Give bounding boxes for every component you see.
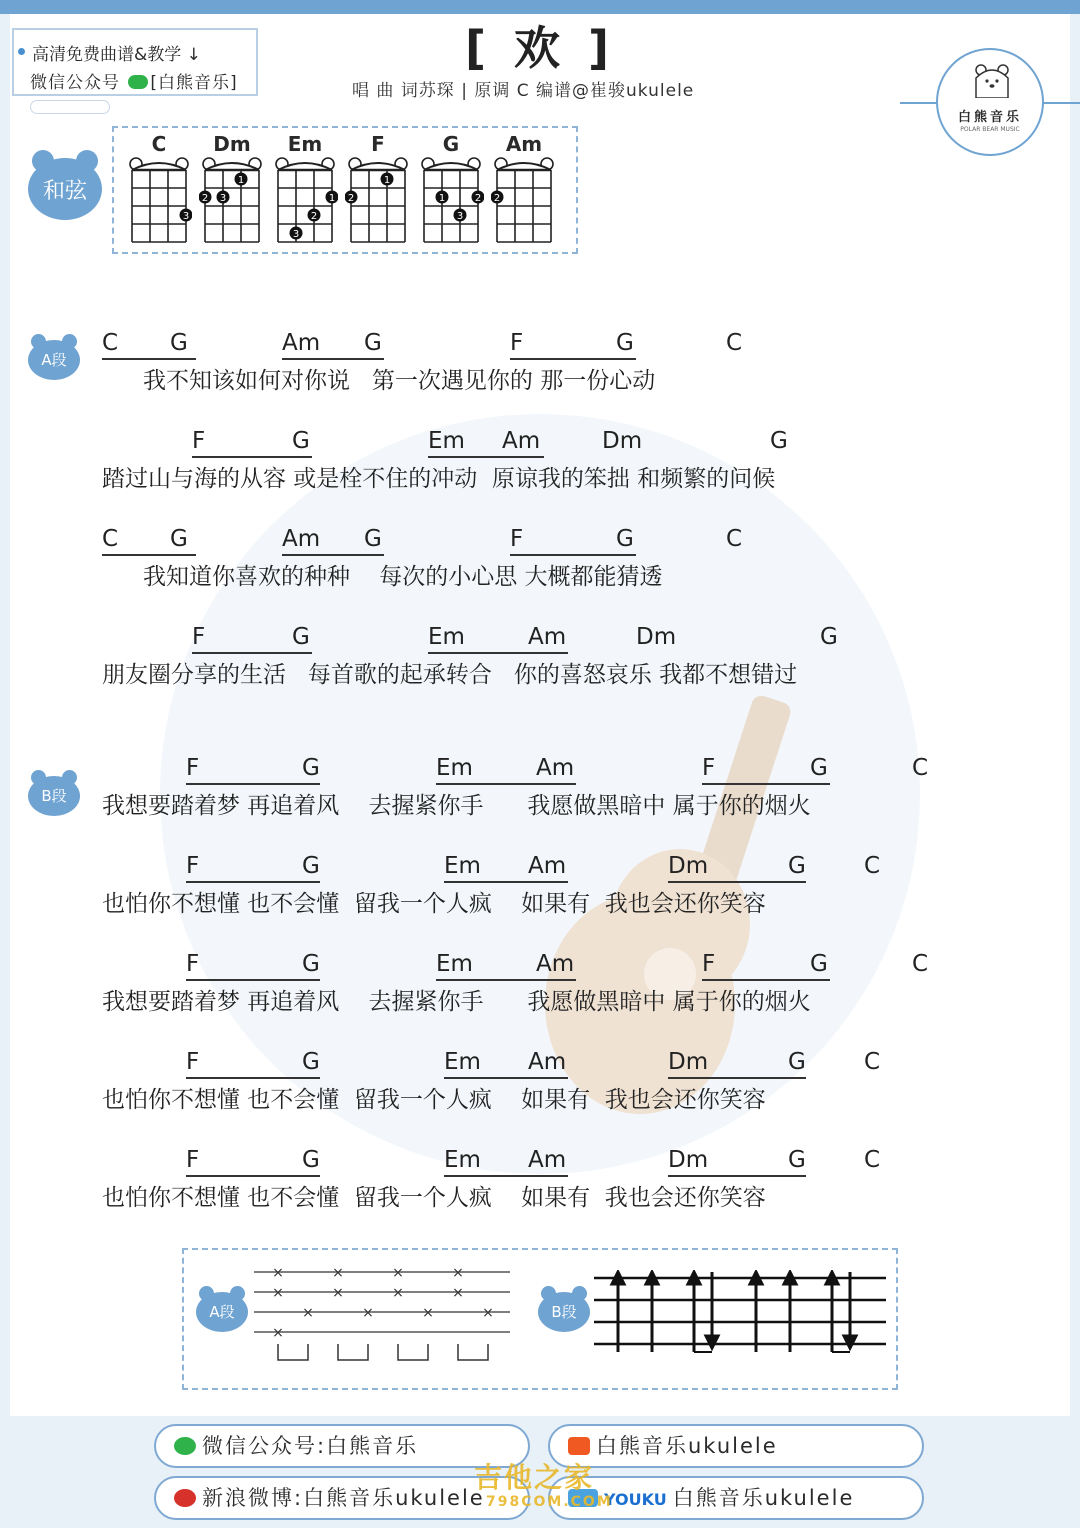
footer-wechat-text: 微信公众号:白熊音乐 [202,1434,419,1458]
chord-symbol: G [810,755,828,781]
chord-underline [668,881,806,883]
chord-symbol: G [302,1049,320,1075]
svg-text:×: × [392,1265,404,1281]
chord-symbol: Am [528,1147,567,1173]
chord-symbol: F [186,951,200,977]
lyric-line: 我不知该如何对你说 第一次遇见你的 那一份心动 [143,368,656,394]
promo-account-name: [白熊音乐] [150,73,238,93]
chord-underline [186,1077,320,1079]
chord-underline [102,358,196,360]
finger-number: 2 [493,193,501,204]
finger-number: 3 [219,193,227,204]
chord-symbol: Dm [636,624,677,650]
chord-symbol: G [616,330,634,356]
chord-underline [444,881,568,883]
chord-underline [510,358,636,360]
chord-symbol: F [186,1147,200,1173]
svg-text:×: × [272,1325,284,1341]
chord-symbol: Em [428,428,465,454]
chord-underline [444,1077,568,1079]
svg-text:×: × [302,1305,314,1321]
finger-number: 1 [438,193,446,204]
wechat-icon [174,1437,196,1455]
footer-weibo-text: 新浪微博:白熊音乐ukulele [202,1486,485,1510]
chord-symbol: C [726,526,743,552]
promo-wechat-label: 微信公众号 [30,73,120,93]
chord-name: C [151,132,167,156]
chord-symbol: C [102,330,119,356]
chord-symbol: G [302,755,320,781]
finger-number: 1 [383,175,391,186]
chord-symbol: F [192,624,206,650]
chord-symbol: G [170,526,188,552]
weibo-icon [174,1489,196,1507]
footer-taobao-text: 白熊音乐ukulele [596,1434,778,1458]
chord-name: F [371,132,385,156]
chord-symbol: F [186,1049,200,1075]
promo-line-1: 高清免费曲谱&教学 ↓ [32,45,201,65]
pattern-b-badge [538,1286,590,1332]
chord-symbol: G [820,624,838,650]
chord-symbol: Am [536,951,575,977]
finger-number: 3 [182,211,190,222]
chord-symbol: Dm [668,1147,709,1173]
chord-symbol: F [702,951,716,977]
chord-symbol: Am [282,526,321,552]
finger-number: 1 [237,175,245,186]
pattern-b-label: B段 [551,1303,577,1321]
finger-number: 2 [310,211,318,222]
chord-symbol: Em [444,1147,481,1173]
pattern-b-strum [594,1270,886,1360]
chord-line [0,624,1080,652]
finger-number: 1 [328,193,336,204]
chord-symbol: C [864,1147,881,1173]
chord-symbol: G [364,526,382,552]
watermark-sub: 798COM.COM [486,1494,613,1510]
svg-text:×: × [332,1265,344,1281]
chord-symbol: G [170,330,188,356]
lyric-line: 也怕你不想懂 也不会懂 留我一个人疯 如果有 我也会还你笑容 [102,1185,766,1211]
chord-symbol: C [726,330,743,356]
chord-symbol: G [788,853,806,879]
chord-underline [428,456,544,458]
lyric-line: 也怕你不想懂 也不会懂 留我一个人疯 如果有 我也会还你笑容 [102,1087,766,1113]
svg-text:×: × [452,1285,464,1301]
chord-symbol: F [186,853,200,879]
chord-underline [428,652,568,654]
chord-underline [444,1175,568,1177]
svg-text:×: × [272,1265,284,1281]
svg-text:×: × [272,1285,284,1301]
chord-symbol: Am [502,428,541,454]
lyric-line: 朋友圈分享的生活 每首歌的起承转合 你的喜怒哀乐 我都不想错过 [102,662,798,688]
chord-line [0,1049,1080,1077]
chord-underline [186,979,320,981]
taobao-icon [568,1437,590,1455]
chord-symbol: Em [428,624,465,650]
chord-symbol: Em [444,853,481,879]
chord-symbol: Am [528,624,567,650]
youku-logo: YOUKU [604,1490,667,1509]
chord-underline [102,554,196,556]
section-b-label: B段 [41,787,67,805]
chord-underline [282,554,384,556]
chord-symbol: Am [536,755,575,781]
chord-symbol: F [186,755,200,781]
chord-underline [282,358,384,360]
chord-symbol: Dm [668,853,709,879]
chord-underline [186,783,320,785]
finger-number: 3 [292,229,300,240]
chord-symbol: G [292,624,310,650]
chord-line [0,951,1080,979]
pattern-a-tab [254,1264,510,1364]
chord-underline [436,783,576,785]
svg-text:×: × [482,1305,494,1321]
chord-symbol: C [102,526,119,552]
chord-symbol: G [770,428,788,454]
lyric-line: 踏过山与海的从容 或是栓不住的冲动 原谅我的笨拙 和频繁的问候 [102,466,776,492]
chord-symbol: Am [282,330,321,356]
chord-symbol: Em [436,755,473,781]
footer-video-text: 白熊音乐ukulele [672,1486,855,1510]
chord-symbol: G [292,428,310,454]
finger-number: 2 [474,193,482,204]
svg-text:×: × [452,1265,464,1281]
section-a-label: A段 [41,351,67,369]
chord-name: Am [505,132,543,156]
chord-symbol: G [810,951,828,977]
finger-number: 2 [347,193,355,204]
chord-symbol: C [912,951,929,977]
chord-underline [668,1077,806,1079]
watermark: 吉他之家 [474,1461,595,1494]
chord-symbol: Em [436,951,473,977]
chord-symbol: C [912,755,929,781]
song-credits: 唱 曲 词苏琛 | 原调 C 编谱@崔骏ukulele [352,81,695,101]
chord-symbol: G [788,1147,806,1173]
chord-symbol: Am [528,853,567,879]
chord-symbol: G [302,853,320,879]
lyric-line: 也怕你不想懂 也不会懂 留我一个人疯 如果有 我也会还你笑容 [102,891,766,917]
logo-subtitle: POLAR BEAR MUSIC [960,126,1020,133]
chord-underline [186,1175,320,1177]
chord-line [0,755,1080,783]
finger-number: 2 [201,193,209,204]
pattern-box [182,1248,898,1390]
chord-line [0,853,1080,881]
lyric-line: 我想要踏着梦 再追着风 去握紧你手 我愿做黑暗中 属于你的烟火 [102,793,811,819]
chord-symbol: Dm [668,1049,709,1075]
chord-underline [192,456,312,458]
logo-name: 白熊音乐 [957,110,1022,125]
footer-taobao[interactable] [548,1424,924,1468]
lyric-line: 我想要踏着梦 再追着风 去握紧你手 我愿做黑暗中 属于你的烟火 [102,989,811,1015]
chord-underline [192,652,312,654]
chord-symbol: Am [528,1049,567,1075]
svg-text:×: × [332,1285,344,1301]
chord-line [0,428,1080,456]
chord-symbol: F [510,330,524,356]
chord-symbol: F [192,428,206,454]
chord-symbol: Em [444,1049,481,1075]
svg-text:×: × [422,1305,434,1321]
chord-symbol: G [364,330,382,356]
finger-number: 3 [456,211,464,222]
chord-symbol: G [302,1147,320,1173]
chord-underline [668,1175,806,1177]
song-title: [ 欢 ] [464,21,616,75]
chord-name: Em [287,132,323,156]
chord-name: G [442,132,460,156]
chord-symbol: C [864,853,881,879]
chord-symbol: G [616,526,634,552]
pattern-a-label: A段 [209,1303,235,1321]
chord-symbol: F [510,526,524,552]
chord-symbol: G [302,951,320,977]
chord-section-label: 和弦 [42,179,87,204]
chord-underline [702,783,830,785]
chord-line [0,526,1080,554]
chord-symbol: G [788,1049,806,1075]
chord-symbol: F [702,755,716,781]
chord-underline [510,554,636,556]
chord-underline [702,979,830,981]
chord-line [0,330,1080,358]
chord-line [0,1147,1080,1175]
chord-name: Dm [213,132,251,156]
chord-symbol: C [864,1049,881,1075]
chord-underline [186,881,320,883]
chord-symbol: Dm [602,428,643,454]
lyric-line: 我知道你喜欢的种种 每次的小心思 大概都能猜透 [143,564,663,590]
svg-text:×: × [362,1305,374,1321]
svg-text:×: × [392,1285,404,1301]
chord-underline [436,979,576,981]
pattern-a-badge [196,1286,248,1332]
